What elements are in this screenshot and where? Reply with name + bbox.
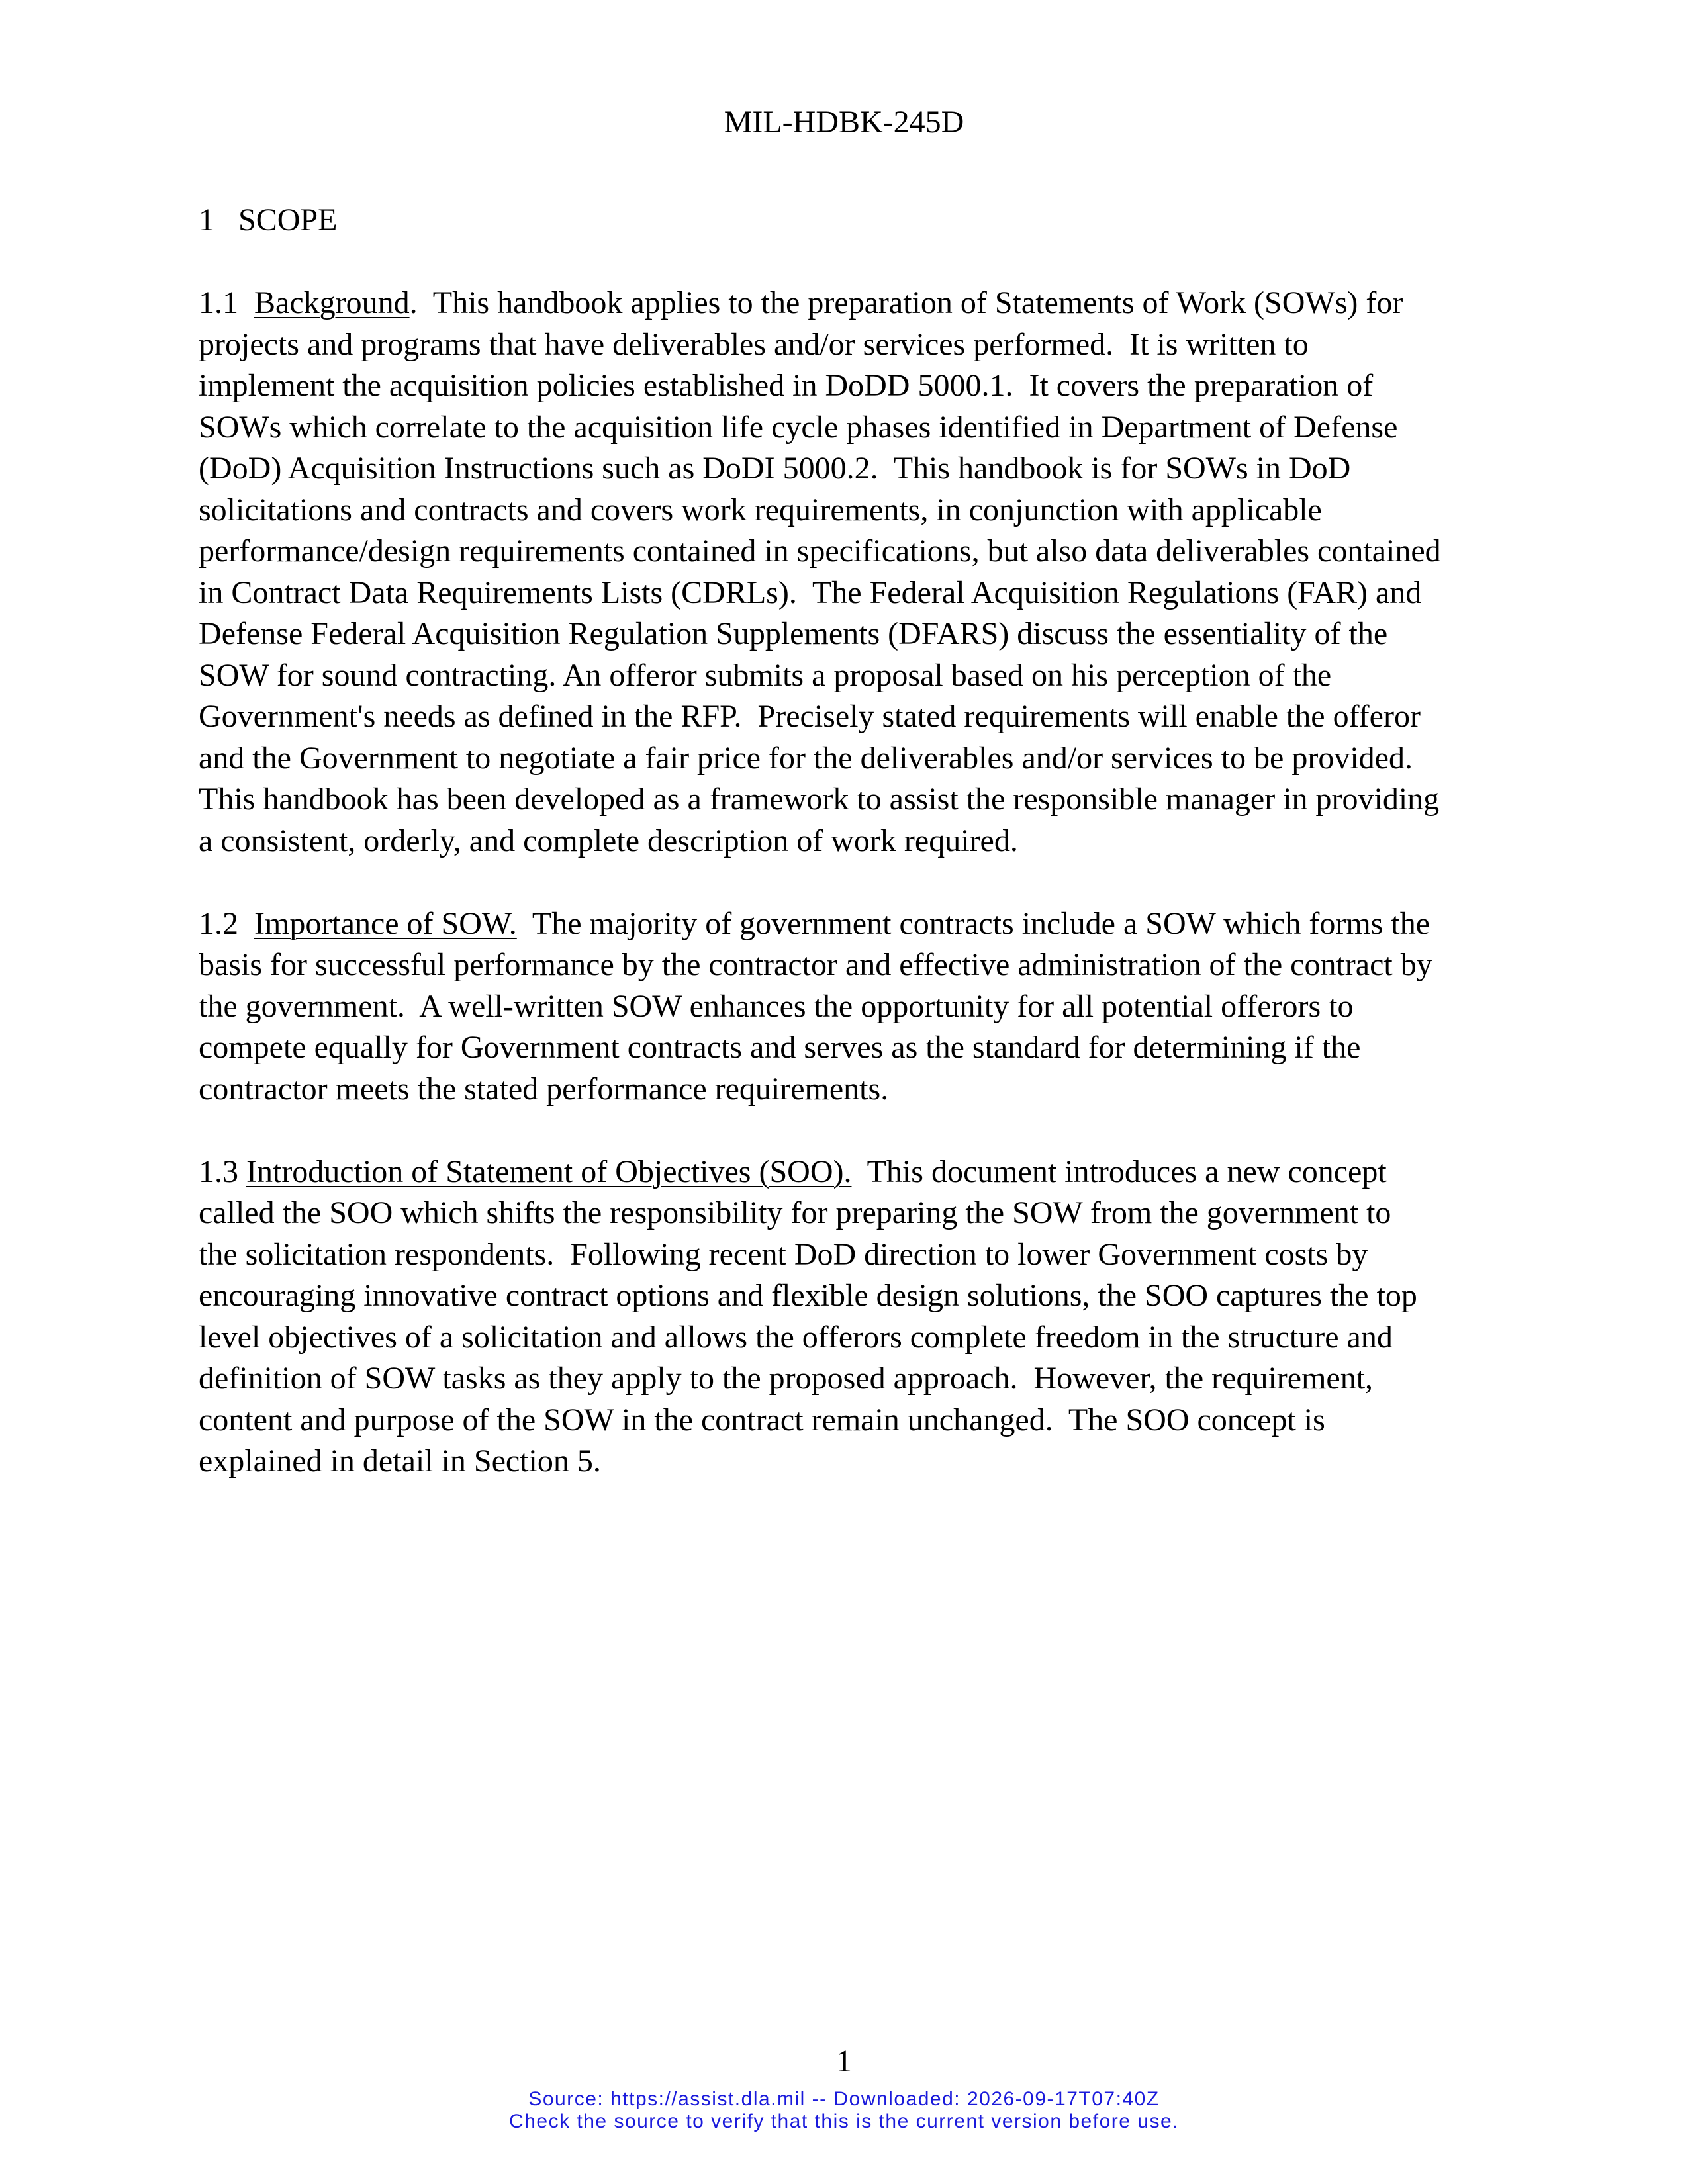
paragraph-line: the solicitation respondents. Following recent DoD direction to lower Government costs by [199, 1236, 1368, 1272]
paragraph-line: (DoD) Acquisition Instructions such as DoDI 5000.2. This handbook is for SOWs in DoD [199, 451, 1351, 486]
paragraph-line: SOW for sound contracting. An offeror submits a proposal based on his perception of the [199, 657, 1332, 693]
paragraph-line: definition of SOW tasks as they apply to the proposed approach. However, the requirement, [199, 1361, 1374, 1396]
paragraph-line: in Contract Data Requirements Lists (CDRLs). The Federal Acquisition Regulations (FAR) and [199, 574, 1422, 610]
paragraph-text: The majority of government contracts include a SOW which forms the [516, 905, 1430, 941]
paragraph-title: Background [254, 285, 410, 320]
paragraph-first-line [199, 1152, 1489, 1193]
paragraph-line: a consistent, orderly, and complete description of work required. [199, 823, 1018, 858]
paragraph-line: content and purpose of the SOW in the contract remain unchanged. The SOO concept is [199, 1402, 1325, 1437]
verify-line: Check the source to verify that this is the current version before use. [509, 2111, 1179, 2132]
paragraph-number: 1.3 [199, 1154, 238, 1189]
paragraph-line: SOWs which correlate to the acquisition life cycle phases identified in Department of Defense [199, 409, 1398, 445]
paragraph-line: contractor meets the stated performance requirements. [199, 1071, 889, 1107]
paragraph-line: Government's needs as defined in the RFP. Precisely stated requirements will enable the offeror [199, 699, 1421, 734]
paragraph-background [199, 283, 1489, 862]
paragraph-line: This handbook has been developed as a framework to assist the responsible manager in providing [199, 782, 1440, 817]
document-body [199, 200, 1489, 1524]
paragraph-line: implement the acquisition policies established in DoDD 5000.1. It covers the preparation of [199, 368, 1374, 403]
page-number: 1 [836, 2044, 852, 2079]
paragraph-title: Importance of SOW. [254, 905, 517, 941]
paragraph-line: solicitations and contracts and covers work requirements, in conjunction with applicable [199, 492, 1322, 527]
paragraph-importance-of-sow [199, 903, 1489, 1111]
paragraph-introduction-of-soo [199, 1152, 1489, 1482]
paragraph-title: Introduction of Statement of Objectives (SOO). [246, 1154, 852, 1189]
paragraph-line: level objectives of a solicitation and allows the offerors complete freedom in the structure and [199, 1319, 1393, 1355]
document-id-header: MIL-HDBK-245D [724, 105, 964, 140]
source-note [0, 2088, 1688, 2133]
section-title: SCOPE [238, 203, 338, 238]
paragraph-line: called the SOO which shifts the responsibility for preparing the SOW from the government to [199, 1195, 1391, 1230]
paragraph-line: explained in detail in Section 5. [199, 1443, 601, 1479]
source-line: Source: https://assist.dla.mil -- Downloaded: 2026-09-17T07:40Z [528, 2088, 1160, 2110]
paragraph-number: 1.1 [199, 285, 238, 320]
paragraph-first-line [199, 903, 1489, 945]
paragraph-line: basis for successful performance by the contractor and effective administration of the contract by [199, 947, 1432, 982]
paragraph-line: the government. A well-written SOW enhances the opportunity for all potential offerors to [199, 988, 1354, 1024]
paragraph-line: performance/design requirements contained in specifications, but also data deliverables contained [199, 533, 1441, 569]
paragraph-line: encouraging innovative contract options and flexible design solutions, the SOO captures the top [199, 1278, 1417, 1313]
section-number: 1 [199, 203, 214, 238]
paragraph-text: . This handbook applies to the preparation of Statements of Work (SOWs) for [409, 285, 1403, 320]
paragraph-line: Defense Federal Acquisition Regulation Supplements (DFARS) discuss the essentiality of the [199, 616, 1388, 651]
paragraph-line: projects and programs that have deliverables and/or services performed. It is written to [199, 326, 1309, 362]
paragraph-text: This document introduces a new concept [851, 1154, 1387, 1189]
paragraph-number: 1.2 [199, 905, 238, 941]
paragraph-first-line [199, 283, 1489, 324]
section-heading [199, 200, 1489, 242]
paragraph-line: compete equally for Government contracts and serves as the standard for determining if the [199, 1030, 1361, 1065]
paragraph-line: and the Government to negotiate a fair price for the deliverables and/or services to be provided. [199, 740, 1413, 776]
